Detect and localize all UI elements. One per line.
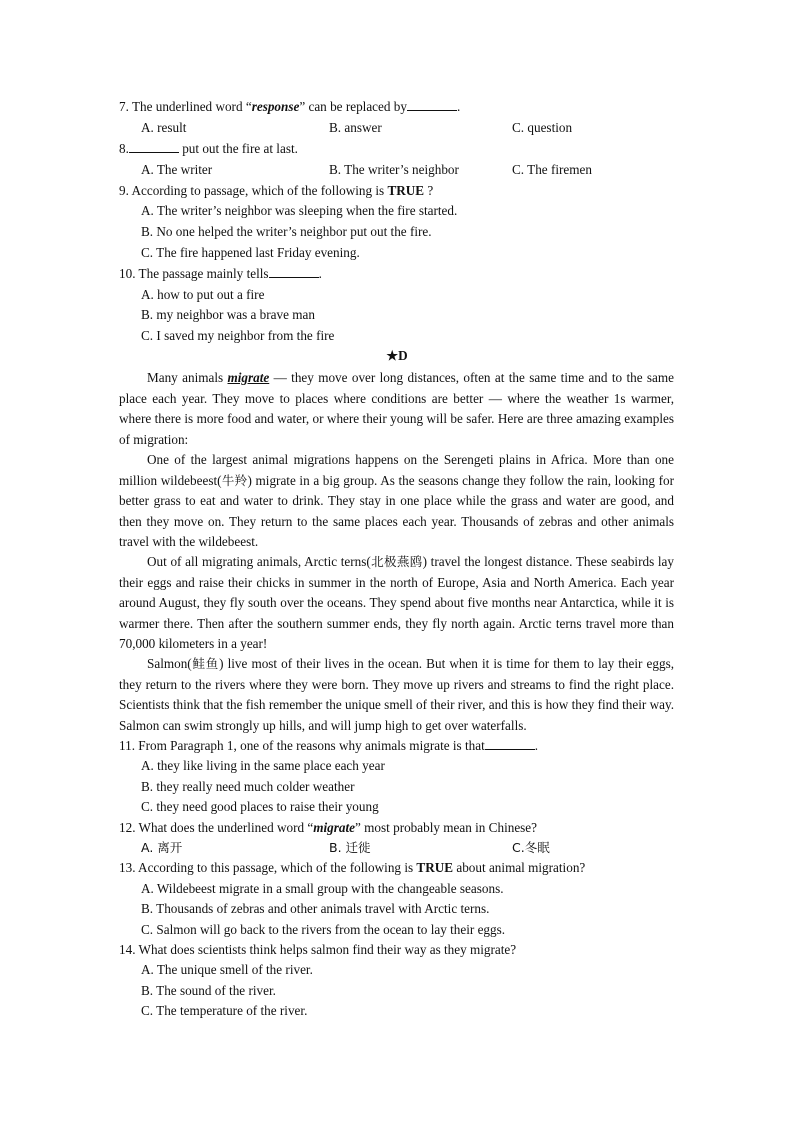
p2-chinese-gloss: 牛羚 bbox=[221, 472, 248, 488]
q14-stem: 14. What does scientists think helps salmon find their way as they migrate? bbox=[119, 942, 517, 957]
q7-option-c: C. question bbox=[512, 120, 573, 135]
passage-paragraph-4 bbox=[119, 654, 674, 736]
p4-post: ) live most of their lives in the ocean. But when it is time for them to lay their eggs, they return to the rivers where they were born. They move up rivers and streams to find the right place. Scientists think that the fish remember the unique smell of their river, and this is how they find their way. Salmon can swim strongly up hills, and will jump high to get over waterfalls. bbox=[119, 656, 674, 733]
q10-option-c: C. I saved my neighbor from the fire bbox=[141, 328, 335, 343]
answer-blank bbox=[407, 98, 457, 111]
passage-paragraph-3 bbox=[119, 552, 674, 655]
section-heading-d: ★D bbox=[386, 348, 408, 363]
q9-stem-pre: 9. According to passage, which of the following is bbox=[119, 183, 388, 198]
q8-option-c: C. The firemen bbox=[512, 162, 592, 177]
p2-pre: One of the largest animal migrations happens on the Serengeti plains in Africa. More than one million wildebeest( bbox=[119, 452, 674, 488]
q12-word: migrate bbox=[313, 820, 355, 835]
q7-end: . bbox=[456, 99, 461, 114]
q14-option-b: B. The sound of the river. bbox=[141, 983, 276, 998]
q9-stem-bold: TRUE bbox=[387, 183, 425, 198]
q11-option-c: C. they need good places to raise their young bbox=[141, 799, 379, 814]
q12-stem-pre: 12. What does the underlined word “ bbox=[119, 820, 314, 835]
q14-option-c: C. The temperature of the river. bbox=[141, 1003, 308, 1018]
q13-option-c: C. Salmon will go back to the rivers from the ocean to lay their eggs. bbox=[141, 922, 506, 937]
q7-word: response bbox=[251, 99, 300, 114]
p1-pre: Many animals bbox=[147, 370, 228, 385]
p1-underlined-word: migrate bbox=[227, 370, 270, 385]
answer-blank bbox=[485, 737, 535, 750]
p4-pre: Salmon( bbox=[147, 656, 192, 671]
q11-stem-text: 11. From Paragraph 1, one of the reasons why animals migrate is that bbox=[119, 738, 485, 753]
q7-stem-post: ” can be replaced by bbox=[299, 99, 407, 114]
q11-option-a: A. they like living in the same place each year bbox=[141, 758, 385, 773]
q9-option-b: B. No one helped the writer’s neighbor put out the fire. bbox=[141, 224, 432, 239]
p2-post: ) migrate in a big group. As the seasons change they follow the rain, looking for better grass to eat and water to drink. They stay in one place while the grass and water are good, and then they move on. They return to the same places each year. Thousands of zebras and other animals travel with the wildebeest. bbox=[119, 472, 674, 550]
q13-stem-post: about animal migration? bbox=[453, 860, 586, 875]
q12-stem-post: ” most probably mean in Chinese? bbox=[355, 820, 538, 835]
p3-pre: Out of all migrating animals, Arctic terns( bbox=[147, 554, 371, 569]
q9-option-c: C. The fire happened last Friday evening. bbox=[141, 245, 360, 260]
p1-post: — they move over long distances, often at the same time and to the same place each year. They move to places where conditions are better — where the weather 1s warmer, where there is more food and water, or where their young will be safer. Here are three amazing examples of migration: bbox=[119, 370, 675, 447]
q13-option-b: B. Thousands of zebras and other animals travel with Arctic terns. bbox=[141, 901, 490, 916]
q7-option-b: B. answer bbox=[329, 120, 382, 135]
q13-option-a: A. Wildebeest migrate in a small group with the changeable seasons. bbox=[141, 881, 504, 896]
q9-stem-post: ? bbox=[424, 183, 434, 198]
q12-option-b: B. 迁徙 bbox=[329, 840, 371, 855]
q10-option-a: A. how to put out a fire bbox=[141, 287, 265, 302]
q8-option-a: A. The writer bbox=[141, 162, 213, 177]
q13-stem bbox=[119, 859, 585, 876]
q13-stem-bold: TRUE bbox=[416, 860, 454, 875]
q7-stem-pre: 7. The underlined word “ bbox=[119, 99, 252, 114]
q7-option-a: A. result bbox=[141, 120, 187, 135]
q14-option-a: A. The unique smell of the river. bbox=[141, 962, 313, 977]
q8-option-b: B. The writer’s neighbor bbox=[329, 162, 459, 177]
passage-paragraph-1 bbox=[119, 368, 674, 450]
q10-stem bbox=[119, 265, 322, 282]
p3-chinese-gloss: 北极燕鸥 bbox=[370, 554, 423, 569]
q11-stem bbox=[119, 737, 538, 754]
p4-chinese-gloss: 鲑鱼 bbox=[191, 656, 220, 671]
answer-blank bbox=[129, 140, 179, 153]
q7-stem bbox=[119, 98, 460, 115]
q12-option-c: C.冬眠 bbox=[512, 840, 550, 855]
q10-stem-text: 10. The passage mainly tells bbox=[119, 266, 269, 281]
passage-paragraph-2 bbox=[119, 450, 674, 553]
answer-blank bbox=[269, 265, 319, 278]
q13-stem-pre: 13. According to this passage, which of the following is bbox=[119, 860, 417, 875]
q9-stem bbox=[119, 182, 433, 199]
q11-end: . bbox=[534, 738, 539, 753]
q12-stem bbox=[119, 819, 537, 836]
q11-option-b: B. they really need much colder weather bbox=[141, 779, 355, 794]
q8-num: 8. bbox=[119, 141, 129, 156]
q8-stem bbox=[119, 140, 298, 157]
q10-end: . bbox=[318, 266, 322, 281]
q10-option-b: B. my neighbor was a brave man bbox=[141, 307, 315, 322]
q12-option-a: A. 离开 bbox=[141, 840, 183, 855]
q9-option-a: A. The writer’s neighbor was sleeping when the fire started. bbox=[141, 203, 458, 218]
p3-post: ) travel the longest distance. These seabirds lay their eggs and raise their chicks in summer in the north of Europe, Asia and North America. Each year around August, they fly south over the oceans. They spend about five months near Antarctica, while it is warmer there. Then after the southern summer ends, they fly north again. Arctic terns travel more than 70,000 kilometers in a year! bbox=[119, 554, 674, 652]
q8-stem-rest: put out the fire at last. bbox=[178, 141, 298, 156]
